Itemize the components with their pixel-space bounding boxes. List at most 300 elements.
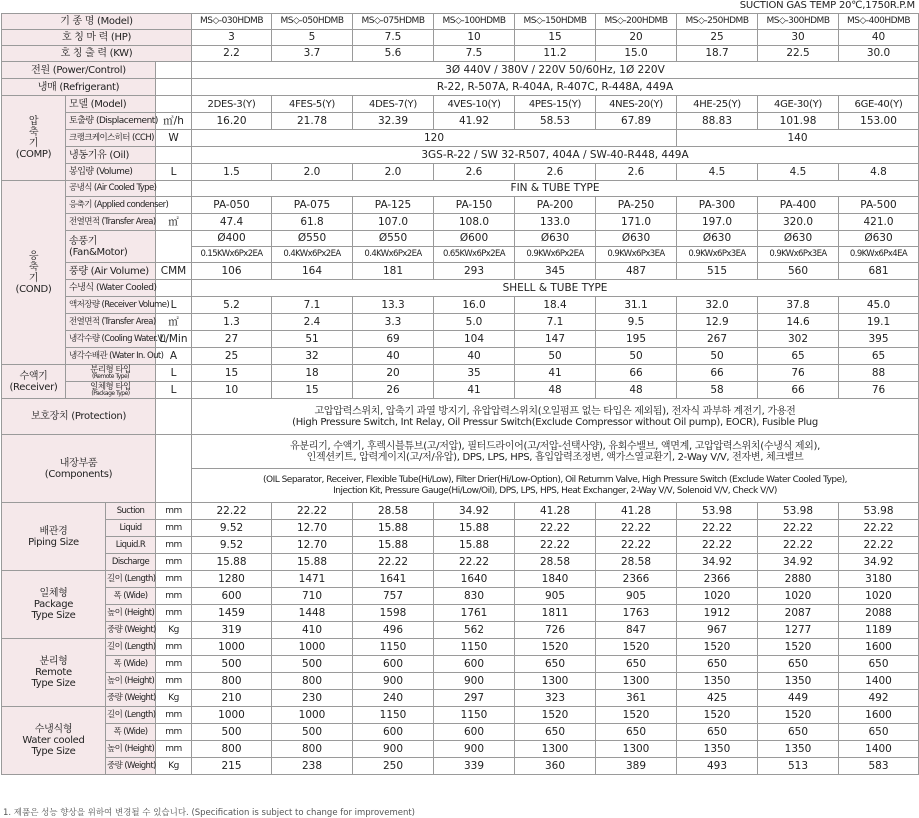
value-cell: 22.22 bbox=[434, 554, 515, 571]
unit-cell bbox=[156, 435, 192, 503]
value-cell: 1000 bbox=[192, 707, 272, 724]
value-cell: 757 bbox=[353, 588, 434, 605]
value-cell: 12.9 bbox=[677, 314, 758, 331]
label-line: (Package Type) bbox=[91, 390, 130, 397]
label-line: (COND) bbox=[15, 283, 52, 295]
value-cell: 650 bbox=[596, 724, 677, 741]
value-cell: 7.5 bbox=[434, 46, 515, 62]
value-cell: 240 bbox=[353, 690, 434, 707]
unit-cell: mm bbox=[156, 520, 192, 537]
value-cell: 238 bbox=[272, 758, 353, 775]
value-cell: 1459 bbox=[192, 605, 272, 622]
value-cell: 515 bbox=[677, 263, 758, 280]
power-row bbox=[2, 62, 919, 79]
value-cell: 34.92 bbox=[434, 503, 515, 520]
value-cell: 22.5 bbox=[758, 46, 839, 62]
value-cell: 88.83 bbox=[677, 113, 758, 130]
protection-row bbox=[2, 399, 919, 435]
value-cell: 12.70 bbox=[272, 537, 353, 554]
value-cell: 41.28 bbox=[515, 503, 596, 520]
label-line: 배관경 bbox=[39, 525, 68, 537]
value-cell: 800 bbox=[192, 673, 272, 690]
label-line: Type Size bbox=[31, 610, 76, 621]
condenser-model: PA-300 bbox=[677, 197, 758, 214]
value-cell: 15 bbox=[272, 382, 353, 399]
value-cell: 1.3 bbox=[192, 314, 272, 331]
package-size-row bbox=[2, 588, 919, 605]
value-cell: 133.0 bbox=[515, 214, 596, 231]
water-type-value: SHELL & TUBE TYPE bbox=[192, 280, 919, 297]
model-label: 기 종 명 (Model) bbox=[2, 14, 192, 30]
value-cell: 967 bbox=[677, 622, 758, 639]
value-cell: 61.8 bbox=[272, 214, 353, 231]
value-cell: 1520 bbox=[596, 639, 677, 656]
value-cell: 197.0 bbox=[677, 214, 758, 231]
comp-volume-row bbox=[2, 164, 919, 181]
row-label: 응축기 (Applied condenser) bbox=[66, 197, 156, 214]
value-cell: 1912 bbox=[677, 605, 758, 622]
value-cell: 164 bbox=[272, 263, 353, 280]
value-cell: 18 bbox=[272, 365, 353, 382]
label-line: 축 bbox=[28, 127, 39, 138]
header-row-hp bbox=[2, 30, 919, 46]
value-cell: 583 bbox=[839, 758, 919, 775]
model-name: MS◇-250HDMB bbox=[677, 14, 758, 30]
piping-row bbox=[2, 537, 919, 554]
value-cell: 900 bbox=[434, 741, 515, 758]
value-cell: 339 bbox=[434, 758, 515, 775]
value-cell: 0.9KWx6Px3EA bbox=[677, 247, 758, 263]
water-size-row bbox=[2, 758, 919, 775]
row-label: 길이 (Length) bbox=[106, 707, 156, 724]
receiver-remote-row bbox=[2, 365, 919, 382]
value-cell: 500 bbox=[272, 724, 353, 741]
value-cell: 650 bbox=[839, 656, 919, 673]
value-cell: 1350 bbox=[758, 741, 839, 758]
value-cell: 267 bbox=[677, 331, 758, 348]
value-cell: 3.7 bbox=[272, 46, 353, 62]
label-line: 일체형 bbox=[39, 588, 68, 599]
value-cell: 22.22 bbox=[596, 537, 677, 554]
hp-label: 호 칭 마 력 (HP) bbox=[2, 30, 192, 46]
value-cell: 5.0 bbox=[434, 314, 515, 331]
value-cell: 20 bbox=[596, 30, 677, 46]
value-cell: 1350 bbox=[677, 741, 758, 758]
value-cell: 389 bbox=[596, 758, 677, 775]
water-size-row bbox=[2, 741, 919, 758]
row-label: 액저장량 (Receiver Volume) bbox=[66, 297, 156, 314]
row-label: 폭 (Wide) bbox=[106, 588, 156, 605]
cond-receiver_volume-row bbox=[2, 297, 919, 314]
unit-cell: L bbox=[156, 164, 192, 181]
value-cell: 345 bbox=[515, 263, 596, 280]
value-cell: 14.6 bbox=[758, 314, 839, 331]
value-cell: 0.9KWx6Px3EA bbox=[596, 247, 677, 263]
label-line: 수액기 bbox=[19, 370, 48, 382]
value-cell: 513 bbox=[758, 758, 839, 775]
unit-cell: L bbox=[156, 297, 192, 314]
value-cell: 69 bbox=[353, 331, 434, 348]
unit-cell: Kg bbox=[156, 622, 192, 639]
value-cell: 2.0 bbox=[272, 164, 353, 181]
value-cell: 5 bbox=[272, 30, 353, 46]
heater-value: 120 bbox=[192, 130, 677, 147]
unit-cell: mm bbox=[156, 656, 192, 673]
value-cell: 560 bbox=[758, 263, 839, 280]
value-cell: 1000 bbox=[272, 707, 353, 724]
condenser-model: PA-050 bbox=[192, 197, 272, 214]
label-line: 기 bbox=[28, 138, 39, 149]
value-cell: 1520 bbox=[758, 707, 839, 724]
value-cell: 22.22 bbox=[839, 520, 919, 537]
row-label bbox=[66, 382, 156, 399]
unit-cell: mm bbox=[156, 537, 192, 554]
value-cell: 26 bbox=[353, 382, 434, 399]
value-cell: 65 bbox=[758, 348, 839, 365]
value-cell: 37.8 bbox=[758, 297, 839, 314]
value-cell: 15 bbox=[192, 365, 272, 382]
value-cell: 487 bbox=[596, 263, 677, 280]
value-cell: 1600 bbox=[839, 639, 919, 656]
value-cell: 47.4 bbox=[192, 214, 272, 231]
value-cell: 496 bbox=[353, 622, 434, 639]
unit-cell: A bbox=[156, 348, 192, 365]
air-type-value: FIN & TUBE TYPE bbox=[192, 181, 919, 197]
value-cell: 21.78 bbox=[272, 113, 353, 130]
components-kr-row bbox=[2, 435, 919, 469]
value-cell: 104 bbox=[434, 331, 515, 348]
value-cell: 650 bbox=[677, 724, 758, 741]
unit-cell: Kg bbox=[156, 758, 192, 775]
header-row-kw bbox=[2, 46, 919, 62]
value-cell: Ø600 bbox=[434, 231, 515, 247]
value-cell: 2.6 bbox=[515, 164, 596, 181]
value-cell: 67.89 bbox=[596, 113, 677, 130]
value-cell: 600 bbox=[353, 724, 434, 741]
spec-table-body bbox=[2, 14, 919, 775]
value-cell: 421.0 bbox=[839, 214, 919, 231]
value-cell: 15.88 bbox=[353, 537, 434, 554]
value-cell: 107.0 bbox=[353, 214, 434, 231]
value-cell: 1520 bbox=[596, 707, 677, 724]
value-cell: 41 bbox=[515, 365, 596, 382]
value-cell: 27 bbox=[192, 331, 272, 348]
value-cell: 19.1 bbox=[839, 314, 919, 331]
value-cell: 905 bbox=[596, 588, 677, 605]
label-line: (Remote Type) bbox=[91, 373, 130, 380]
value-cell: 22.22 bbox=[677, 520, 758, 537]
label-line: Piping Size bbox=[28, 536, 79, 548]
value-cell: 1300 bbox=[596, 673, 677, 690]
value-cell: 16.20 bbox=[192, 113, 272, 130]
compressor-model: 4NES-20(Y) bbox=[596, 96, 677, 113]
unit-cell bbox=[156, 96, 192, 113]
value-cell: 1598 bbox=[353, 605, 434, 622]
value-cell: 76 bbox=[839, 382, 919, 399]
water-size-row bbox=[2, 707, 919, 724]
unit-cell: mm bbox=[156, 707, 192, 724]
label-line: (OIL Separator, Receiver, Flexible Tube(Hi/Low), Filter Drier(Hi/Low-Option), Oil Returnrn Valve, High Pressure Switch (Exclude Water Cooled Type), bbox=[262, 474, 848, 485]
value-cell: 1300 bbox=[515, 673, 596, 690]
unit-cell: L/Min bbox=[156, 331, 192, 348]
value-cell: 710 bbox=[272, 588, 353, 605]
value-cell: 35 bbox=[434, 365, 515, 382]
value-cell: 48 bbox=[596, 382, 677, 399]
value-cell: 293 bbox=[434, 263, 515, 280]
comp-model-row bbox=[2, 96, 919, 113]
value-cell: 1150 bbox=[434, 707, 515, 724]
value-cell: 66 bbox=[758, 382, 839, 399]
value-cell: 3180 bbox=[839, 571, 919, 588]
spec-table bbox=[1, 13, 919, 775]
value-cell: 1761 bbox=[434, 605, 515, 622]
value-cell: 847 bbox=[596, 622, 677, 639]
value-cell: 600 bbox=[353, 656, 434, 673]
value-cell: 106 bbox=[192, 263, 272, 280]
row-label: Discharge bbox=[106, 554, 156, 571]
comp-oil-row bbox=[2, 147, 919, 164]
label-line: 일체형 타입 bbox=[90, 382, 131, 392]
label-line: (Receiver) bbox=[9, 381, 58, 393]
label-line: (Components) bbox=[44, 468, 113, 480]
value-cell: 800 bbox=[272, 673, 353, 690]
comp-heater-row bbox=[2, 130, 919, 147]
condenser-model: PA-500 bbox=[839, 197, 919, 214]
value-cell: 900 bbox=[434, 673, 515, 690]
value-cell: 319 bbox=[192, 622, 272, 639]
value-cell: 15.88 bbox=[434, 520, 515, 537]
value-cell: 0.9KWx6Px4EA bbox=[839, 247, 919, 263]
unit-cell: mm bbox=[156, 554, 192, 571]
model-name: MS◇-200HDMB bbox=[596, 14, 677, 30]
value-cell: 500 bbox=[192, 656, 272, 673]
value-cell: 2.4 bbox=[272, 314, 353, 331]
value-cell: 153.00 bbox=[839, 113, 919, 130]
unit-cell: L bbox=[156, 365, 192, 382]
value-cell: 600 bbox=[434, 724, 515, 741]
value-cell: Ø550 bbox=[353, 231, 434, 247]
value-cell: 1763 bbox=[596, 605, 677, 622]
value-cell: 22.22 bbox=[192, 503, 272, 520]
unit-cell bbox=[156, 399, 192, 435]
remote-size-group-label bbox=[2, 639, 106, 707]
value-cell: 5.2 bbox=[192, 297, 272, 314]
value-cell: 4.5 bbox=[677, 164, 758, 181]
value-cell: 25 bbox=[677, 30, 758, 46]
label-line: 유분리기, 수액기, 후렉시블튜브(고/저압), 필터드라이어(고/저압-선택사양), 유회수밸브, 액면계, 고압압력스위치(수냉식 제외), bbox=[290, 440, 821, 452]
value-cell: 1811 bbox=[515, 605, 596, 622]
header-row-model bbox=[2, 14, 919, 30]
unit-cell: W bbox=[156, 130, 192, 147]
value-cell: 50 bbox=[596, 348, 677, 365]
value-cell: Ø630 bbox=[839, 231, 919, 247]
value-cell: 41.92 bbox=[434, 113, 515, 130]
row-label: 높이 (Height) bbox=[106, 741, 156, 758]
value-cell: 1000 bbox=[192, 639, 272, 656]
condenser-model: PA-250 bbox=[596, 197, 677, 214]
value-cell: 0.9KWx6Px3EA bbox=[758, 247, 839, 263]
value-cell: 34.92 bbox=[677, 554, 758, 571]
value-cell: 800 bbox=[192, 741, 272, 758]
value-cell: 32 bbox=[272, 348, 353, 365]
value-cell: 53.98 bbox=[758, 503, 839, 520]
comp-displacement-row bbox=[2, 113, 919, 130]
value-cell: 20 bbox=[353, 365, 434, 382]
value-cell: 320.0 bbox=[758, 214, 839, 231]
value-cell: 25 bbox=[192, 348, 272, 365]
row-label: 폭 (Wide) bbox=[106, 656, 156, 673]
row-label: 전열면적 (Transfer Area) bbox=[66, 314, 156, 331]
label-line: 압 bbox=[28, 116, 39, 127]
row-label: Liquid bbox=[106, 520, 156, 537]
value-cell: 53.98 bbox=[677, 503, 758, 520]
model-name: MS◇-030HDMB bbox=[192, 14, 272, 30]
footnote: 1. 제품은 성능 향상을 위하여 변경될 수 있습니다. (Specification is subject to change for improvement) bbox=[3, 808, 415, 818]
value-cell: 66 bbox=[677, 365, 758, 382]
condenser-model: PA-400 bbox=[758, 197, 839, 214]
value-cell: 425 bbox=[677, 690, 758, 707]
protection-label: 보호장치 (Protection) bbox=[2, 399, 156, 435]
value-cell: 108.0 bbox=[434, 214, 515, 231]
fan-label bbox=[66, 231, 156, 263]
value-cell: 28.58 bbox=[596, 554, 677, 571]
value-cell: 40 bbox=[434, 348, 515, 365]
unit-cell bbox=[156, 280, 192, 297]
value-cell: 1448 bbox=[272, 605, 353, 622]
value-cell: 1640 bbox=[434, 571, 515, 588]
value-cell: 18.4 bbox=[515, 297, 596, 314]
receiver-package-row bbox=[2, 382, 919, 399]
value-cell: 1641 bbox=[353, 571, 434, 588]
receiver-group-label bbox=[2, 365, 66, 399]
value-cell: 15.88 bbox=[272, 554, 353, 571]
power-label: 전원 (Power/Control) bbox=[2, 62, 156, 79]
value-cell: 22.22 bbox=[839, 537, 919, 554]
value-cell: 323 bbox=[515, 690, 596, 707]
value-cell: 12.70 bbox=[272, 520, 353, 537]
unit-cell: mm bbox=[156, 605, 192, 622]
value-cell: 51 bbox=[272, 331, 353, 348]
value-cell: 1020 bbox=[758, 588, 839, 605]
value-cell: 2880 bbox=[758, 571, 839, 588]
cond-fan-dia-row bbox=[2, 231, 919, 247]
value-cell: 2087 bbox=[758, 605, 839, 622]
refrigerant-row bbox=[2, 79, 919, 96]
value-cell: 1300 bbox=[515, 741, 596, 758]
row-label: 풍량 (Air Volume) bbox=[66, 263, 156, 280]
remote-size-row bbox=[2, 639, 919, 656]
package-size-group-label bbox=[2, 571, 106, 639]
unit-cell: mm bbox=[156, 741, 192, 758]
value-cell: 58 bbox=[677, 382, 758, 399]
value-cell: 1520 bbox=[515, 639, 596, 656]
value-cell: 7.1 bbox=[515, 314, 596, 331]
value-cell: 22.22 bbox=[515, 537, 596, 554]
value-cell: Ø630 bbox=[758, 231, 839, 247]
refrigerant-value: R-22, R-507A, R-404A, R-407C, R-448A, 449A bbox=[192, 79, 919, 96]
label-line: Remote bbox=[35, 667, 72, 678]
value-cell: 410 bbox=[272, 622, 353, 639]
row-label: 중량 (Weight) bbox=[106, 758, 156, 775]
value-cell: 493 bbox=[677, 758, 758, 775]
compressor-model: 4PES-15(Y) bbox=[515, 96, 596, 113]
value-cell: Ø630 bbox=[515, 231, 596, 247]
power-value: 3Ø 440V / 380V / 220V 50/60Hz, 1Ø 220V bbox=[192, 62, 919, 79]
model-name: MS◇-150HDMB bbox=[515, 14, 596, 30]
compressor-model: 6GE-40(Y) bbox=[839, 96, 919, 113]
value-cell: 22.22 bbox=[677, 537, 758, 554]
remote-size-row bbox=[2, 656, 919, 673]
value-cell: 41.28 bbox=[596, 503, 677, 520]
value-cell: 76 bbox=[758, 365, 839, 382]
value-cell: 30.0 bbox=[839, 46, 919, 62]
value-cell: 0.65KWx6Px2EA bbox=[434, 247, 515, 263]
value-cell: 600 bbox=[192, 588, 272, 605]
compressor-model: 2DES-3(Y) bbox=[192, 96, 272, 113]
kw-label: 호 칭 출 력 (KW) bbox=[2, 46, 192, 62]
water-size-row bbox=[2, 724, 919, 741]
value-cell: 88 bbox=[839, 365, 919, 382]
value-cell: 230 bbox=[272, 690, 353, 707]
value-cell: 22.22 bbox=[353, 554, 434, 571]
value-cell: 1020 bbox=[839, 588, 919, 605]
value-cell: 650 bbox=[677, 656, 758, 673]
row-label: 봉입량 (Volume) bbox=[66, 164, 156, 181]
value-cell: 58.53 bbox=[515, 113, 596, 130]
value-cell: 181 bbox=[353, 263, 434, 280]
label-line: (COMP) bbox=[15, 149, 52, 160]
unit-cell: mm bbox=[156, 588, 192, 605]
row-label: 길이 (Length) bbox=[106, 639, 156, 656]
value-cell: 2.6 bbox=[434, 164, 515, 181]
row-label: 중량 (Weight) bbox=[106, 622, 156, 639]
unit-cell: mm bbox=[156, 639, 192, 656]
package-size-row bbox=[2, 605, 919, 622]
label-line: 분리형 bbox=[39, 656, 68, 667]
value-cell: 1840 bbox=[515, 571, 596, 588]
unit-cell bbox=[156, 181, 192, 197]
cond-transfer_water-row bbox=[2, 314, 919, 331]
value-cell: 22.22 bbox=[596, 520, 677, 537]
cond-air-volume-row bbox=[2, 263, 919, 280]
water-size-group-label bbox=[2, 707, 106, 775]
value-cell: 449 bbox=[758, 690, 839, 707]
value-cell: 2.6 bbox=[596, 164, 677, 181]
value-cell: 250 bbox=[353, 758, 434, 775]
value-cell: 1520 bbox=[758, 639, 839, 656]
value-cell: 66 bbox=[596, 365, 677, 382]
compressor-model: 4HE-25(Y) bbox=[677, 96, 758, 113]
row-label: Suction bbox=[106, 503, 156, 520]
row-label: 전열면적 (Transfer Area) bbox=[66, 214, 156, 231]
condenser-model: PA-125 bbox=[353, 197, 434, 214]
row-label: 높이 (Height) bbox=[106, 605, 156, 622]
value-cell: 50 bbox=[515, 348, 596, 365]
cond-water_in-row bbox=[2, 348, 919, 365]
value-cell: 31.1 bbox=[596, 297, 677, 314]
value-cell: 0.9KWx6Px2EA bbox=[515, 247, 596, 263]
value-cell: 215 bbox=[192, 758, 272, 775]
components-kr-value bbox=[192, 435, 919, 469]
value-cell: 22.22 bbox=[272, 503, 353, 520]
value-cell: Ø630 bbox=[596, 231, 677, 247]
value-cell: 1000 bbox=[272, 639, 353, 656]
value-cell: Ø630 bbox=[677, 231, 758, 247]
value-cell: 395 bbox=[839, 331, 919, 348]
unit-cell: ㎡ bbox=[156, 314, 192, 331]
value-cell: 492 bbox=[839, 690, 919, 707]
row-label: 냉각수배관 (Water In. Out) bbox=[66, 348, 156, 365]
